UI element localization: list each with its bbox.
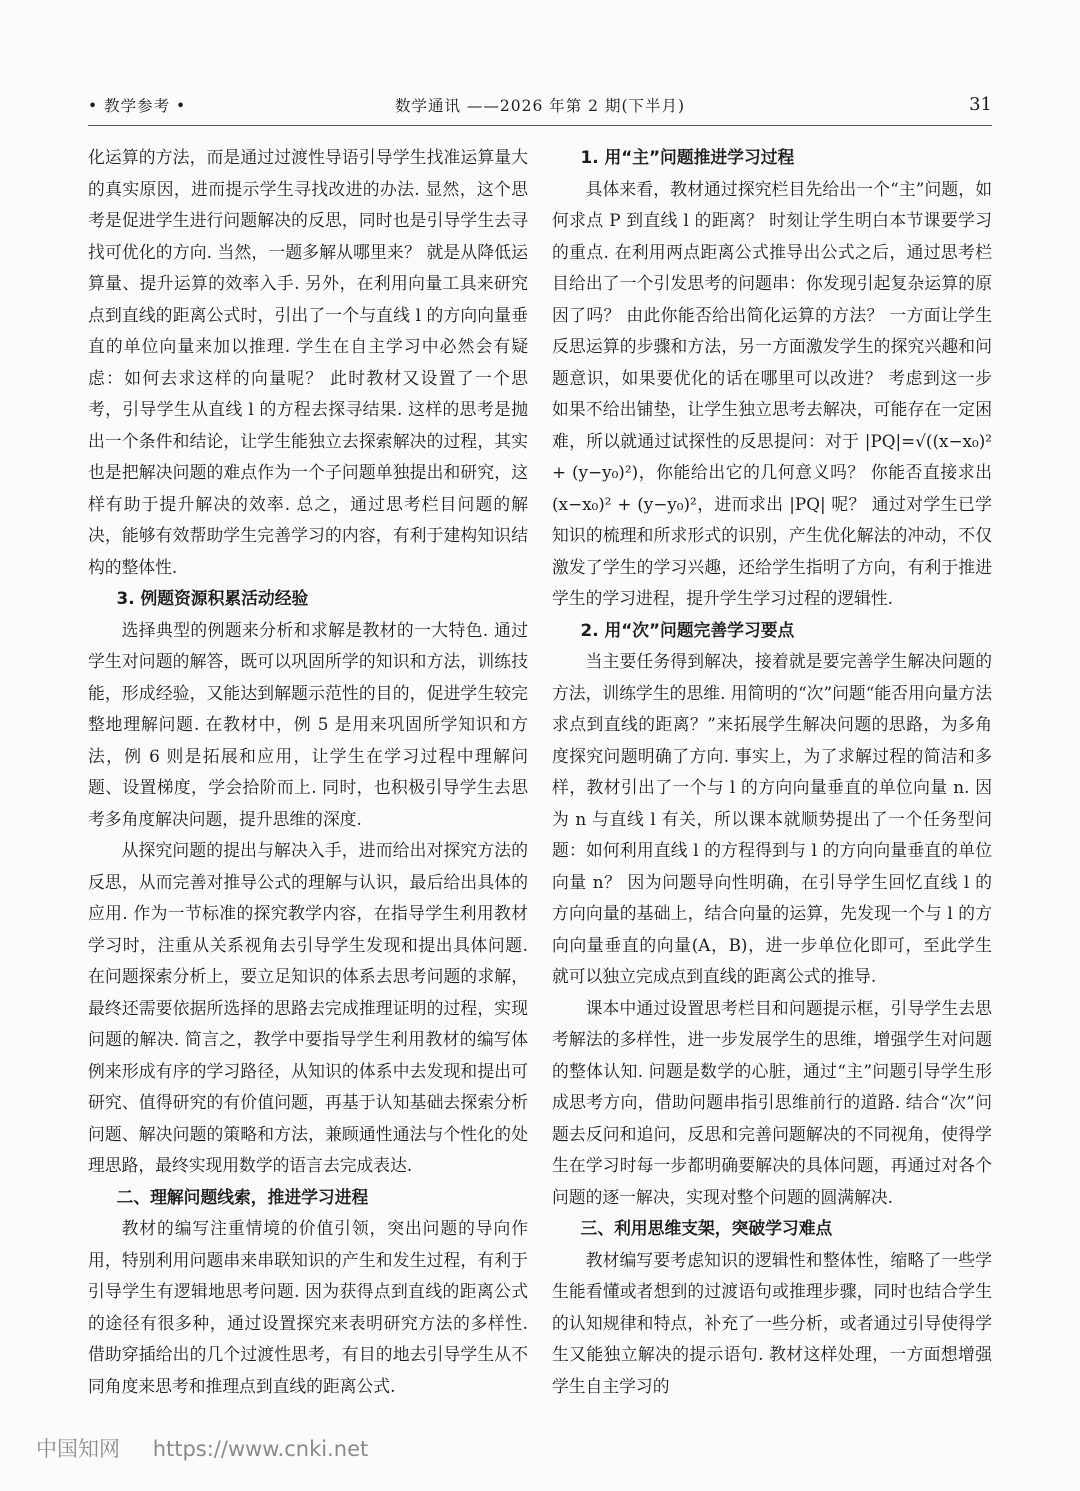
paragraph: 选择典型的例题来分析和求解是教材的一大特色. 通过学生对问题的解答，既可以巩固所学的知识和方法，训练技能，形成经验，又能达到解题示范性的目的，促进学生较完整地理解问题. 在教材中，例 5 是用来巩固所学知识和方法，例 6 则是拓展和应用，让学生在学习过程中理解问题、设置梯度，学会拾阶而上. 同时，也积极引导学生去思考多角度解决问题，提升思维的深度. xyxy=(88,619,528,829)
section-label: • 教学参考 • xyxy=(88,97,187,115)
page-number: 31 xyxy=(969,94,992,115)
paragraph: 教材编写要考虑知识的逻辑性和整体性，缩略了一些学生能看懂或者想到的过渡语句或推理步骤，同时也结合学生的认知规律和特点，补充了一些分析，或者通过引导使得学生又能独立解决的提示语句. 教材这样处理，一方面想增强学生自主学习的 xyxy=(552,1249,992,1396)
paragraph: 当主要任务得到解决，接着就是要完善学生解决问题的方法，训练学生的思维. 用简明的“次”问题“能否用向量方法求点到直线的距离？”来拓展学生解决问题的思路，为多角度探究问题明确了方向. 事实上，为了求解过程的简洁和多样，教材引出了一个与 l 的方向向量垂直的单位向量 n. 因为 n 与直线 l 有关，所以课本就顺势提出了一个任务型问题：如何利用直线 l 的方程得到与 l 的方向向量垂直的单位向量 n？ 因为问题导向性明确，在引导学生回忆直线 l 的方向向量的基础上，结合向量的运算，先发现一个与 l 的方向向量垂直的向量(A，B)，进一步单位化即可，至此学生就可以独立完成点到直线的距离公式的推导. xyxy=(552,651,992,986)
section-heading: 三、利用思维支架，突破学习难点 xyxy=(580,1218,833,1238)
watermark-url: https://www.cnki.net xyxy=(152,1437,369,1461)
journal-issue: 数学通讯 ——2026 年第 2 期(下半月) xyxy=(394,97,686,115)
paragraph: 课本中通过设置思考栏目和问题提示框，引导学生去思考解法的多样性，进一步发展学生的思维，增强学生对问题的整体认知. 问题是数学的心脏，通过“主”问题引导学生形成思考方向，借助问题串指引思维前行的道路. 结合“次”问题去反问和追问，反思和完善问题解决的不同视角，使得学生在学习时每一步都明确要解决的具体问题，再通过对各个问题的逐一解决，实现对整个问题的圆满解决. xyxy=(552,997,992,1207)
header-rule xyxy=(88,125,992,126)
watermark-brand: 中国知网 xyxy=(36,1437,120,1461)
paragraph: 化运算的方法，而是通过过渡性导语引导学生找准运算量大的真实原因，进而提示学生寻找改进的办法. 显然，这个思考是促进学生进行问题解决的反思，同时也是引导学生去寻找可优化的方向. 当然，一题多解从哪里来？ 就是从降低运算量、提升运算的效率入手. 另外，在利用向量工具来研究点到直线的距离公式时，引出了一个与直线 l 的方向向量垂直的单位向量来加以推理. 学生在自主学习中必然会有疑虑：如何去求这样的向量呢？ 此时教材又设置了一个思考，引导学生从直线 l 的方程去探寻结果. 这样的思考是抛出一个条件和结论，让学生能独立去探索解决的过程，其实也是把解决问题的难点作为一个子问题单独提出和研究，这样有助于提升解决的效率. 总之，通过思考栏目问题的解决，能够有效帮助学生完善学习的内容，有利于建构知识结构的整体性. xyxy=(88,147,528,577)
right-column xyxy=(552,142,992,1402)
left-column xyxy=(88,142,528,1402)
section-heading: 3. 例题资源积累活动经验 xyxy=(116,588,309,608)
paragraph: 从探究问题的提出与解决入手，进而给出对探究方法的反思，从而完善对推导公式的理解与认识，最后给出具体的应用. 作为一节标准的探究教学内容，在指导学生利用教材学习时，注重从关系视角去引导学生发现和提出具体问题. 在问题探索分析上，要立足知识的体系去思考问题的求解，最终还需要依据所选择的思路去完成推理证明的过程，实现问题的解决. 简言之，教学中要指导学生利用教材的编写体例来形成有序的学习路径，从知识的体系中去发现和提出可研究、值得研究的有价值问题，再基于认知基础去探索分析问题、解决问题的策略和方法，兼顾通性通法与个性化的处理思路，最终实现用数学的语言去完成表达. xyxy=(88,840,528,1175)
section-heading: 2. 用“次”问题完善学习要点 xyxy=(580,619,795,640)
paragraph: 具体来看，教材通过探究栏目先给出一个“主”问题，如何求点 P 到直线 l 的距离？ 时刻让学生明白本节课要学习的重点. 在利用两点距离公式推导出公式之后，通过思考栏目给出了一个引发思考的问题串：你发现引起复杂运算的原因了吗？ 由此你能否给出简化运算的方法？ 一方面让学生反思运算的步骤和方法，另一方面激发学生的探究兴趣和问题意识，如果要优化的话在哪里可以改进？ 考虑到这一步如果不给出铺垫，让学生独立思考去解决，可能存在一定困难，所以就通过试探性的反思提问：对于 |PQ|=√((x−x₀)² + (y−y₀)²)，你能给出它的几何意义吗？ 你能否直接求出 (x−x₀)² + (y−y₀)²，进而求出 |PQ| 呢？ 通过对学生已学知识的梳理和所求形式的识别，产生优化解法的冲动，不仅激发了学生的学习兴趣，还给学生指明了方向，有利于推进学生的学习进程，提升学生学习过程的逻辑性. xyxy=(552,178,992,608)
paragraph: 教材的编写注重情境的价值引领，突出问题的导向作用，特别利用问题串来串联知识的产生和发生过程，有利于引导学生有逻辑地思考问题. 因为获得点到直线的距离公式的途径有很多种，通过设置探究来表明研究方法的多样性. 借助穿插给出的几个过渡性思考，有目的地去引导学生从不同角度来思考和推理点到直线的距离公式. xyxy=(88,1218,528,1396)
running-header xyxy=(88,94,992,122)
cnki-watermark xyxy=(36,1433,368,1463)
section-heading: 二、理解问题线索，推进学习进程 xyxy=(116,1186,369,1207)
section-heading: 1. 用“主”问题推进学习过程 xyxy=(580,147,795,167)
